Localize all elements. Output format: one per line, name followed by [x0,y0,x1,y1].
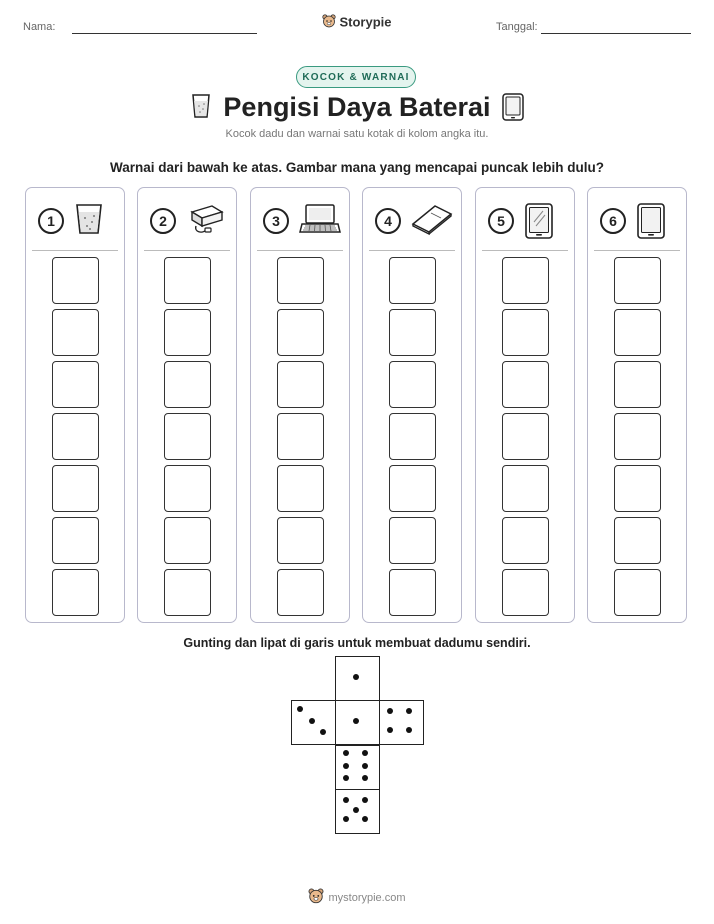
column-divider [257,250,343,251]
coloring-box[interactable] [52,257,99,304]
dice-face [291,700,336,745]
power-bank-icon [186,202,226,241]
subtitle: Kocok dadu dan warnai satu kotak di kolom angka itu. [225,128,489,140]
coloring-box[interactable] [614,309,661,356]
dice-face [335,656,380,701]
coloring-box[interactable] [277,413,324,460]
coloring-box[interactable] [502,517,549,564]
column-number: 1 [38,208,64,234]
coloring-box[interactable] [164,361,211,408]
dice-pip [353,718,359,724]
coloring-box[interactable] [389,361,436,408]
dice-pip [343,775,349,781]
footer [0,888,714,908]
column-number: 4 [375,208,401,234]
coloring-box[interactable] [164,257,211,304]
page-title: Pengisi Daya Baterai [223,92,491,122]
dice-pip [343,797,349,803]
coloring-box[interactable] [52,309,99,356]
dice-pip [362,797,368,803]
column-divider [32,250,118,251]
bear-icon [308,888,324,908]
brand-logo [0,14,714,32]
coloring-box[interactable] [52,569,99,616]
dice-face [335,745,380,790]
name-line[interactable] [72,33,257,34]
bear-icon [322,14,336,32]
phone-icon [636,202,666,245]
column-number: 3 [263,208,289,234]
coloring-box[interactable] [277,517,324,564]
laptop-icon [299,202,341,241]
dice-pip [353,674,359,680]
coloring-box[interactable] [164,465,211,512]
glass-of-water-icon [74,202,104,241]
dice-pip [362,816,368,822]
coloring-box[interactable] [164,413,211,460]
footer-url: mystorypie.com [328,891,406,904]
coloring-box[interactable] [502,569,549,616]
tablet-icon [524,202,554,245]
coloring-box[interactable] [502,309,549,356]
coloring-box[interactable] [502,257,549,304]
dice-face [335,789,380,834]
coloring-box[interactable] [389,465,436,512]
coloring-box[interactable] [277,361,324,408]
dice-pip [353,807,359,813]
brand-name: Storypie [339,14,392,30]
activity-badge: KOCOK & WARNAI [296,66,416,88]
dice-face [335,700,380,745]
coloring-box[interactable] [614,361,661,408]
coloring-box[interactable] [164,517,211,564]
column-divider [369,250,455,251]
column-6 [587,187,687,623]
coloring-box[interactable] [164,569,211,616]
date-line[interactable] [541,33,691,34]
column-divider [594,250,680,251]
dice-pip [362,763,368,769]
coloring-box[interactable] [614,257,661,304]
tablet-icon [502,93,524,126]
coloring-box[interactable] [277,569,324,616]
coloring-box[interactable] [52,361,99,408]
notebook-icon [411,202,453,241]
coloring-box[interactable] [502,361,549,408]
column-4 [362,187,462,623]
column-1 [25,187,125,623]
dice-pip [343,763,349,769]
coloring-box[interactable] [277,465,324,512]
coloring-box[interactable] [389,517,436,564]
name-label: Nama: [23,21,56,33]
coloring-box[interactable] [52,465,99,512]
coloring-box[interactable] [614,517,661,564]
coloring-box[interactable] [277,257,324,304]
dice-pip [343,750,349,756]
coloring-box[interactable] [277,309,324,356]
coloring-box[interactable] [52,517,99,564]
column-3 [250,187,350,623]
column-number: 6 [600,208,626,234]
coloring-box[interactable] [614,413,661,460]
dice-pip [362,750,368,756]
coloring-box[interactable] [389,569,436,616]
coloring-box[interactable] [614,569,661,616]
dice-face [379,700,424,745]
column-number: 5 [488,208,514,234]
dice-pip [362,775,368,781]
column-number: 2 [150,208,176,234]
coloring-box[interactable] [389,413,436,460]
coloring-box[interactable] [164,309,211,356]
column-divider [144,250,230,251]
coloring-box[interactable] [502,413,549,460]
column-divider [482,250,568,251]
dice-pip [343,816,349,822]
coloring-box[interactable] [389,309,436,356]
column-5 [475,187,575,623]
dice-pip [297,706,303,712]
coloring-box[interactable] [502,465,549,512]
dice-pip [309,718,315,724]
dice-pip [406,708,412,714]
date-label: Tanggal: [496,21,538,33]
coloring-box[interactable] [389,257,436,304]
dice-pip [406,727,412,733]
instruction: Warnai dari bawah ke atas. Gambar mana yang mencapai puncak lebih dulu? [110,160,604,175]
cut-instruction: Gunting dan lipat di garis untuk membuat dadumu sendiri. [183,636,531,650]
coloring-box[interactable] [52,413,99,460]
coloring-box[interactable] [614,465,661,512]
dice-pip [387,727,393,733]
column-2 [137,187,237,623]
dice-pip [387,708,393,714]
dice-pip [320,729,326,735]
